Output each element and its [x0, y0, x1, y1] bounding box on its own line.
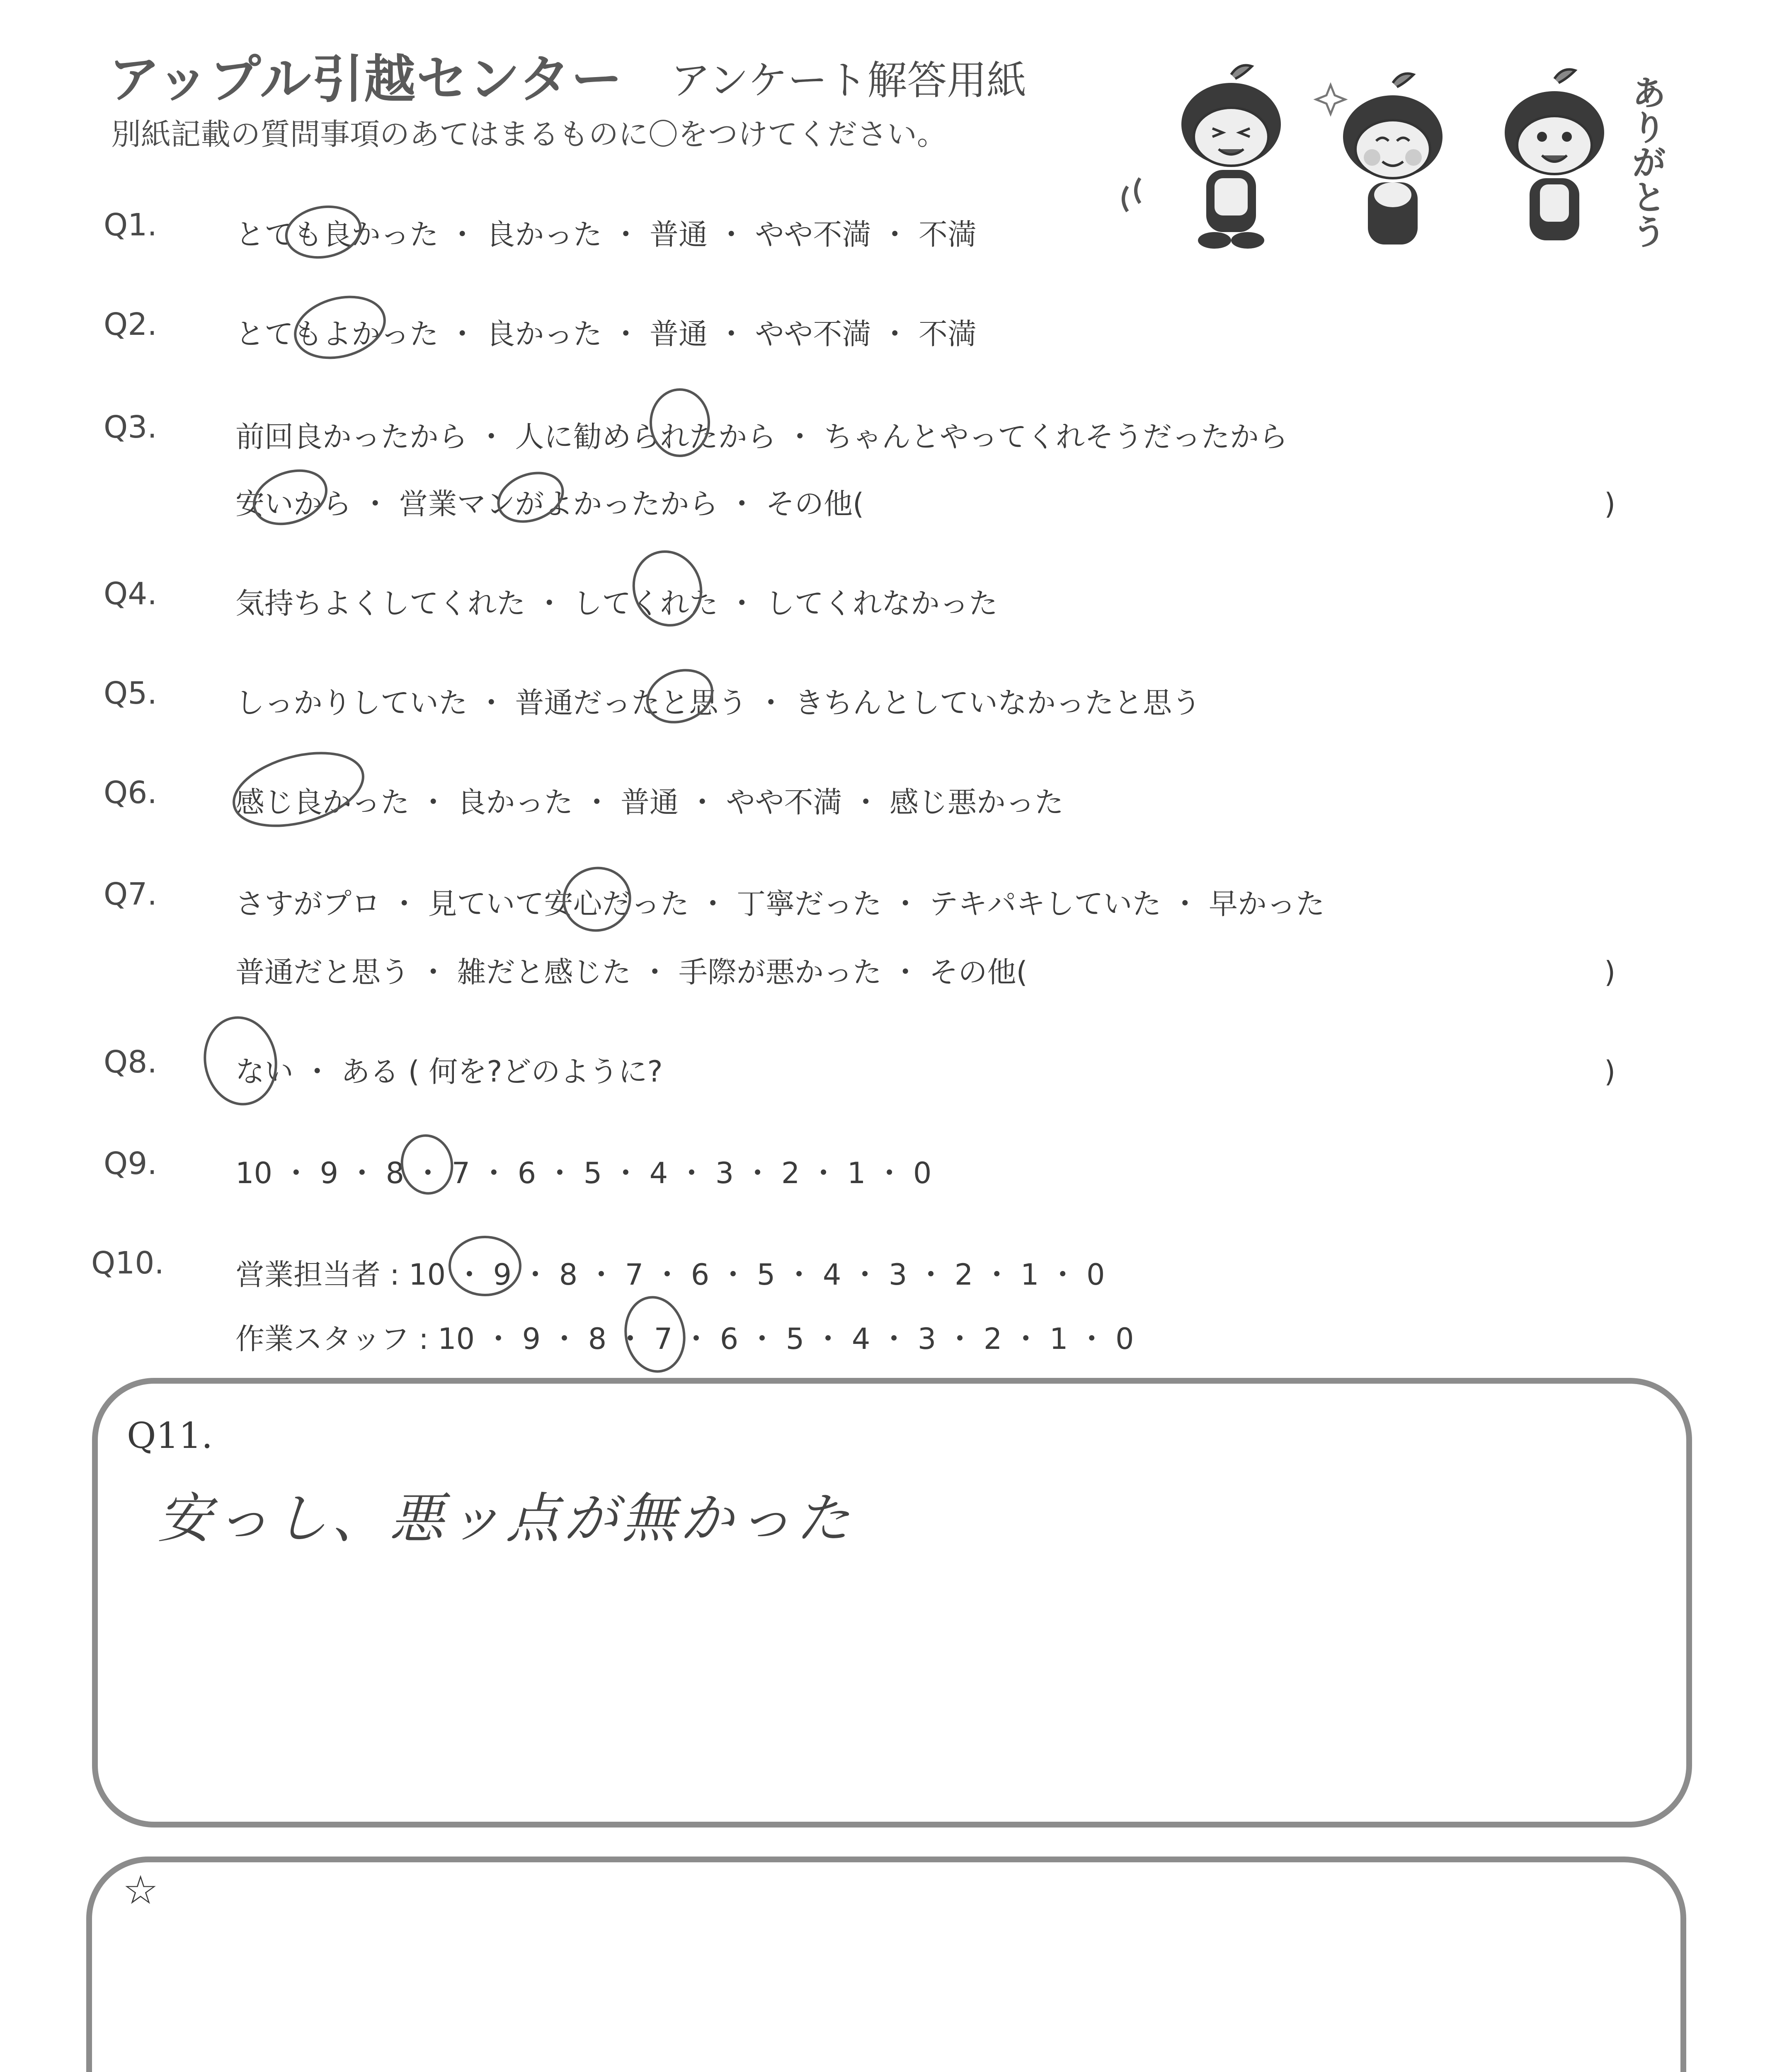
- q3-label: Q3.: [104, 409, 157, 445]
- q10-staff-options: 作業スタッフ : 10 ・ 9 ・ 8 ・ 7 ・ 6 ・ 5 ・ 4 ・ 3 ・ 2 ・ 1 ・ 0: [235, 1322, 1134, 1356]
- q1-label: Q1.: [104, 207, 157, 243]
- q11-answer-text: 安っし、悪ッ点が無かった: [158, 1487, 854, 1550]
- q6-label: Q6.: [104, 775, 157, 811]
- q5-options: しっかりしていた ・ 普通だったと思う ・ きちんとしていなかったと思う: [235, 686, 1201, 720]
- q7-options-line1: さすがプロ ・ 見ていて安心だった ・ 丁寧だった ・ テキパキしていた ・ 早かった: [235, 887, 1325, 921]
- q4-label: Q4.: [104, 576, 157, 612]
- q9-answer-circle: [398, 1132, 456, 1198]
- q2-options: とてもよかった ・ 良かった ・ 普通 ・ やや不満 ・ 不満: [235, 317, 977, 351]
- q3-answer-circle-1: [651, 390, 709, 456]
- q1-answer-circle: [282, 201, 364, 263]
- mascot-thanks-text: ありがとう: [1626, 75, 1667, 249]
- q2-label: Q2.: [104, 307, 157, 342]
- q4-answer-circle: [623, 542, 711, 635]
- q8-options: ない ・ ある ( 何を?どのように?: [235, 1055, 663, 1089]
- q10-staff-answer-circle: [620, 1293, 690, 1376]
- q10-sales-answer-circle: [450, 1237, 520, 1295]
- q8-answer-circle: [198, 1012, 283, 1110]
- q6-answer-circle: [226, 740, 371, 838]
- q9-options: 10 ・ 9 ・ 8 ・ 7 ・ 6 ・ 5 ・ 4 ・ 3 ・ 2 ・ 1 ・ 0: [235, 1156, 932, 1190]
- comment-box: [86, 1857, 1686, 2072]
- q4-options: 気持ちよくしてくれた ・ してくれた ・ してくれなかった: [235, 586, 998, 620]
- q11-answer-box: [92, 1378, 1692, 1828]
- q9-label: Q9.: [104, 1146, 157, 1181]
- q3-answer-circle-3: [492, 465, 570, 530]
- q5-answer-circle: [640, 661, 719, 731]
- q3-options-line1: 前回良かったから ・ 人に勧められたから ・ ちゃんとやってくれそうだったから: [235, 420, 1288, 454]
- q3-paren-close: ): [1604, 487, 1616, 521]
- q10-label: Q10.: [91, 1245, 164, 1281]
- q3-answer-circle-2: [247, 461, 334, 533]
- q6-options: 感じ良かった ・ 良かった ・ 普通 ・ やや不満 ・ 感じ悪かった: [235, 785, 1064, 819]
- q7-paren-close: ): [1604, 955, 1616, 989]
- q3-options-line2: 安いから ・ 営業マンがよかったから ・ その他(: [235, 487, 864, 521]
- q8-paren-close: ): [1604, 1055, 1616, 1089]
- q7-options-line2: 普通だと思う ・ 雑だと感じた ・ 手際が悪かった ・ その他(: [235, 955, 1028, 989]
- q10-sales-options: 営業担当者 : 10 ・ 9 ・ 8 ・ 7 ・ 6 ・ 5 ・ 4 ・ 3 ・ 2 ・ 1 ・ 0: [235, 1258, 1105, 1292]
- q2-answer-circle: [289, 288, 392, 367]
- instruction-text: 別紙記載の質問事項のあてはまるものに〇をつけてください。: [111, 117, 947, 152]
- comment-box-star: ☆: [123, 1867, 159, 1913]
- form-subtitle: アンケート解答用紙: [671, 57, 1027, 104]
- q7-answer-circle: [557, 861, 637, 938]
- form-title: アップル引越センター: [109, 50, 623, 109]
- q1-options: とても良かった ・ 良かった ・ 普通 ・ やや不満 ・ 不満: [235, 218, 977, 252]
- q5-label: Q5.: [104, 675, 157, 711]
- q11-label: Q11.: [127, 1415, 213, 1457]
- q8-label: Q8.: [104, 1044, 157, 1080]
- q7-label: Q7.: [104, 876, 157, 912]
